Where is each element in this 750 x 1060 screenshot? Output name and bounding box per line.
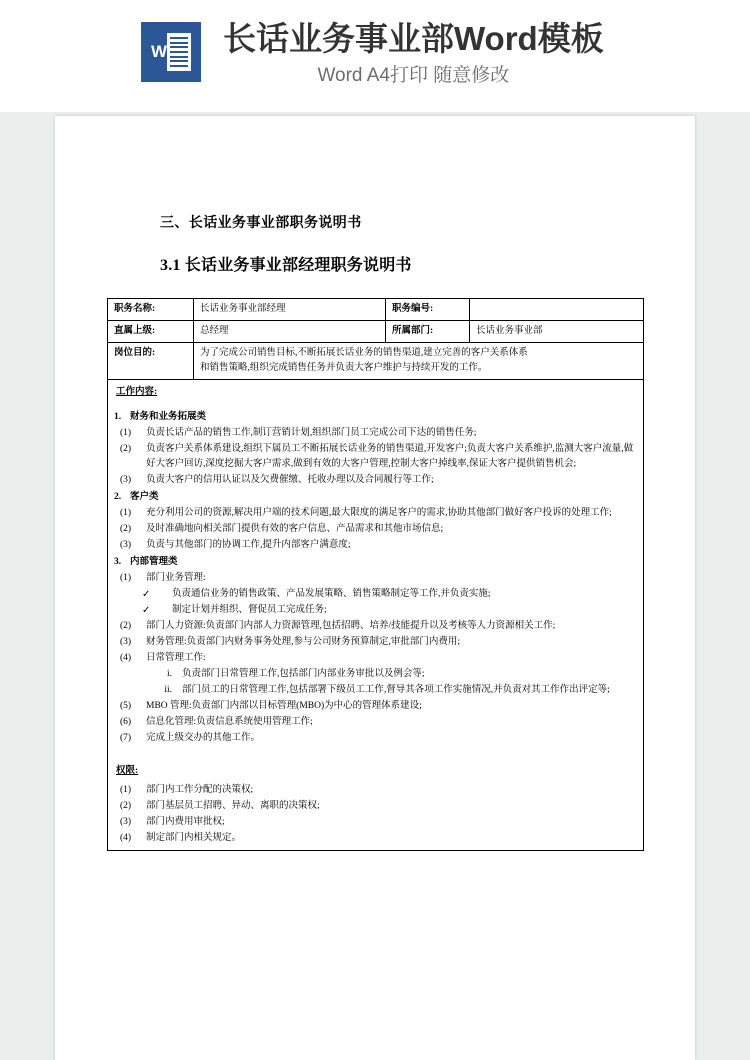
- list-item-marker: (3): [120, 637, 132, 647]
- list-item-text: 财务管理:负责部门内财务事务处理,参与公司财务预算制定,审批部门内费用;: [146, 637, 461, 647]
- list-item: [114, 473, 638, 488]
- list-item-text: 日常管理工作:: [146, 653, 206, 663]
- list-item-text: 负责大客户的信用认证以及欠费催缴、托收办理以及合同履行等工作;: [146, 475, 434, 485]
- list-item-text: 负责长话产品的销售工作,制订营销计划,组织部门员工完成公司下达的销售任务;: [146, 428, 477, 438]
- list-item-text: 负责客户关系体系建设,组织下属员工不断拓展长话业务的销售渠道,开发客户;负责大客户关系维护,监测大客户流量,做好大客户回访,深度挖掘大客户需求,做到有效的大客户管理,控制大客户掉线率,保证大客户提供销售机会;: [146, 444, 634, 469]
- page-title: 三、长话业务事业部职务说明书: [160, 214, 362, 230]
- list-item: [114, 799, 638, 814]
- list-item: [114, 426, 638, 441]
- word-logo-letter: W: [151, 33, 167, 71]
- list-item-text: 部门内工作分配的决策权;: [146, 785, 254, 795]
- checkmark-icon: ✓: [142, 589, 151, 600]
- list-item-marker: (1): [120, 428, 132, 438]
- table-row: [108, 321, 644, 343]
- checkmark-icon: ✓: [142, 605, 151, 616]
- authority-label: 权限:: [116, 766, 139, 776]
- table-row: [108, 343, 644, 380]
- banner-subtitle: Word A4打印 随意修改: [317, 65, 510, 86]
- list-item-text: 信息化管理:负责信息系统使用管理工作;: [146, 717, 313, 727]
- cell-value-job-code: [470, 299, 644, 321]
- purpose-line-2: 和销售策略,组织完成销售任务并负责大客户维护与持续开发的工作。: [200, 363, 488, 373]
- list-item-text: 部门业务管理:: [146, 573, 206, 583]
- list-item-text: 部门基层员工招聘、异动、离职的决策权;: [146, 801, 320, 811]
- list-item-text: 负责部门日常管理工作,包括部门内部业务审批以及例会等;: [182, 669, 425, 679]
- list-item: [114, 538, 638, 553]
- list-item-marker: (4): [120, 833, 132, 843]
- content-group-title: [114, 410, 638, 425]
- list-item-text: 负责通信业务的销售政策、产品发展策略、销售策略制定等工作,并负责实施;: [172, 589, 491, 599]
- list-item: [114, 715, 638, 730]
- content-group-label: 财务和业务拓展类: [130, 412, 207, 422]
- list-item: [114, 619, 638, 634]
- list-item-marker: (1): [120, 508, 132, 518]
- cell-value-supervisor: 总经理: [194, 321, 386, 343]
- list-item: [114, 699, 638, 714]
- section-heading: 3.1 长话业务事业部经理职务说明书: [160, 257, 412, 274]
- list-item: [114, 815, 638, 830]
- list-item-marker: (2): [120, 444, 132, 454]
- list-item-text: 及时准确地向相关部门提供有效的客户信息、产品需求和其他市场信息;: [146, 524, 444, 534]
- list-item: [114, 571, 638, 586]
- content-group-number: 1.: [114, 412, 122, 422]
- list-item-text: 完成上级交办的其他工作。: [146, 733, 261, 743]
- list-item: [114, 587, 638, 602]
- list-item-text: 部门人力资源:负责部门内部人力资源管理,包括招聘、培养/技能提升以及考核等人力资源相关工作;: [146, 621, 556, 631]
- cell-label-supervisor: 直属上级:: [108, 321, 194, 343]
- word-doc-shape: [151, 33, 191, 71]
- content-group-title: [114, 490, 638, 505]
- cell-value-department: 长话业务事业部: [470, 321, 644, 343]
- work-content-groups: [114, 410, 638, 746]
- list-item: [114, 731, 638, 746]
- list-item: [114, 831, 638, 846]
- authority-list: [114, 783, 638, 846]
- list-item-marker: (3): [120, 540, 132, 550]
- list-item-text: 制定部门内相关规定。: [146, 833, 242, 843]
- list-item-text: 充分利用公司的资源,解决用户端的技术问题,最大限度的满足客户的需求,协助其他部门做好客户投诉的处理工作;: [146, 508, 612, 518]
- list-item: [114, 442, 638, 472]
- list-item-marker: (3): [120, 475, 132, 485]
- list-item: [114, 783, 638, 798]
- list-item: [114, 506, 638, 521]
- content-group: [114, 490, 638, 553]
- cell-work-content: [108, 380, 644, 851]
- list-item: [114, 667, 638, 682]
- list-item-marker: (2): [120, 801, 132, 811]
- word-logo-icon: [141, 22, 201, 82]
- content-group-number: 2.: [114, 492, 122, 502]
- list-item-text: 部门员工的日常管理工作,包括部署下级员工工作,督导其各项工作实施情况,并负责对其工作作出评定等;: [182, 685, 610, 695]
- table-row: [108, 299, 644, 321]
- list-item-marker: (2): [120, 621, 132, 631]
- list-item-text: 制定计划并组织、督促员工完成任务;: [172, 605, 327, 615]
- content-group-number: 3.: [114, 557, 122, 567]
- list-item-marker: (6): [120, 717, 132, 727]
- content-group-label: 内部管理类: [130, 557, 178, 567]
- list-item-text: 部门内费用审批权;: [146, 817, 225, 827]
- table-body: [108, 299, 644, 851]
- preview-stage: [0, 112, 750, 1060]
- table-row-content: [108, 380, 644, 851]
- list-item-marker: ii.: [164, 685, 172, 695]
- document-page: [55, 116, 695, 1060]
- purpose-line-1: 为了完成公司销售目标,不断拓展长话业务的销售渠道,建立完善的客户关系体系: [200, 348, 528, 358]
- content-group-title: [114, 555, 638, 570]
- banner-title: 长话业务事业部Word模板: [223, 20, 604, 57]
- list-item: [114, 683, 638, 698]
- list-item-marker: (3): [120, 817, 132, 827]
- word-logo-lines: [167, 33, 191, 71]
- cell-value-purpose: [194, 343, 644, 380]
- job-description-table: [107, 298, 644, 851]
- banner-inner: [141, 18, 604, 89]
- cell-label-department: 所属部门:: [386, 321, 470, 343]
- list-item: [114, 522, 638, 537]
- content-group: [114, 555, 638, 746]
- work-content-label: 工作内容:: [116, 387, 158, 397]
- list-item: [114, 603, 638, 618]
- list-item: [114, 651, 638, 666]
- list-item-marker: (2): [120, 524, 132, 534]
- cell-label-purpose: 岗位目的:: [108, 343, 194, 380]
- list-item-marker: i.: [166, 669, 172, 679]
- banner-text-block: [223, 18, 604, 89]
- list-item: [114, 635, 638, 650]
- list-item-text: 负责与其他部门的协调工作,提升内部客户满意度;: [146, 540, 351, 550]
- content-spacer: [114, 748, 638, 760]
- content-group: [114, 410, 638, 488]
- cell-value-job-title: 长话业务事业部经理: [194, 299, 386, 321]
- list-item-marker: (1): [120, 785, 132, 795]
- list-item-text: MBO 管理:负责部门内部以目标管理(MBO)为中心的管理体系建设;: [146, 701, 422, 711]
- list-item-marker: (5): [120, 701, 132, 711]
- content-group-label: 客户类: [130, 492, 159, 502]
- page-banner: [0, 0, 750, 112]
- list-item-marker: (4): [120, 653, 132, 663]
- cell-label-job-code: 职务编号:: [386, 299, 470, 321]
- cell-label-job-title: 职务名称:: [108, 299, 194, 321]
- list-item-marker: (1): [120, 573, 132, 583]
- list-item-marker: (7): [120, 733, 132, 743]
